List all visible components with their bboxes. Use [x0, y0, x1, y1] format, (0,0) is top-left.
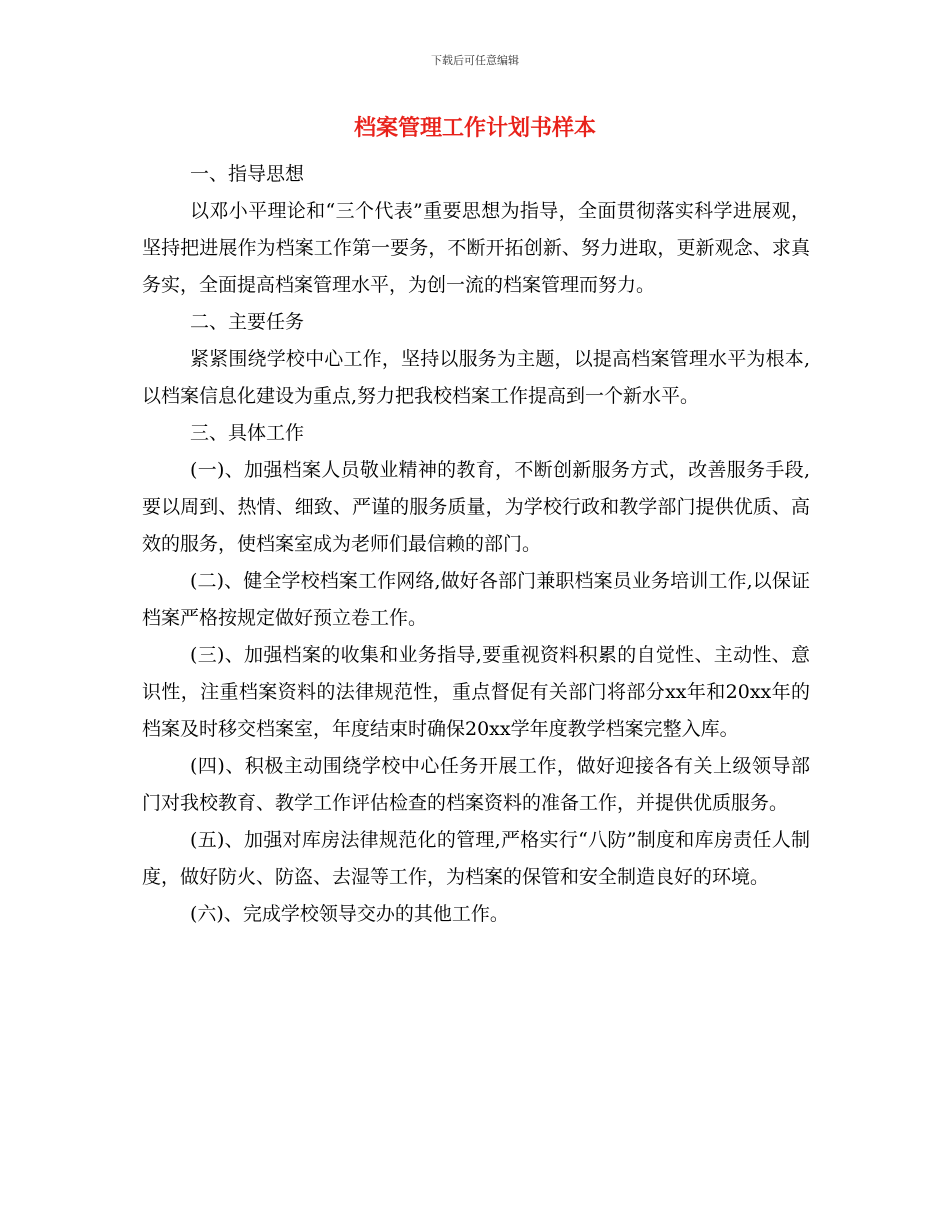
- document-title: 档案管理工作计划书样本: [353, 115, 596, 141]
- section-heading-specific-work: 三、具体工作: [190, 422, 305, 444]
- paragraph-work-item-5: (五)、加强对库房法律规范化的管理,严格实行“八防”制度和库房责任人制度，做好防火、防盗、去湿等工作，为档案的保管和安全制造良好的环境。: [142, 829, 810, 888]
- section-heading-guiding-ideology: 一、指导思想: [190, 163, 305, 185]
- paragraph-work-item-1: (一)、加强档案人员敬业精神的教育，不断创新服务方式，改善服务手段,要以周到、热情、细致、严谨的服务质量，为学校行政和教学部门提供优质、高效的服务，使档案室成为老师们最信赖的部门。: [142, 459, 810, 555]
- document-body: [142, 156, 810, 933]
- paragraph-work-item-4: (四)、积极主动围绕学校中心任务开展工作，做好迎接各有关上级领导部门对我校教育、教学工作评估检查的档案资料的准备工作，并提供优质服务。: [142, 755, 810, 814]
- section-heading-main-tasks: 二、主要任务: [190, 311, 305, 333]
- paragraph-work-item-6: (六)、完成学校领导交办的其他工作。: [190, 903, 509, 925]
- paragraph-guiding-ideology: 以邓小平理论和“三个代表”重要思想为指导，全面贯彻落实科学进展观，坚持把进展作为档案工作第一要务，不断开拓创新、努力进取，更新观念、求真务实，全面提高档案管理水平，为创一流的档案管理而努力。: [142, 200, 810, 296]
- paragraph-work-item-3: (三)、加强档案的收集和业务指导,要重视资料积累的自觉性、主动性、意识性，注重档案资料的法律规范性，重点督促有关部门将部分xx年和20xx年的档案及时移交档案室，年度结束时确保20xx学年度教学档案完整入库。: [142, 644, 810, 740]
- paragraph-main-tasks: 紧紧围绕学校中心工作，坚持以服务为主题，以提高档案管理水平为根本,以档案信息化建设为重点,努力把我校档案工作提高到一个新水平。: [142, 348, 810, 407]
- page-header: 下载后可任意编辑: [431, 54, 519, 67]
- paragraph-work-item-2: (二)、健全学校档案工作网络,做好各部门兼职档案员业务培训工作,以保证档案严格按规定做好预立卷工作。: [142, 570, 810, 629]
